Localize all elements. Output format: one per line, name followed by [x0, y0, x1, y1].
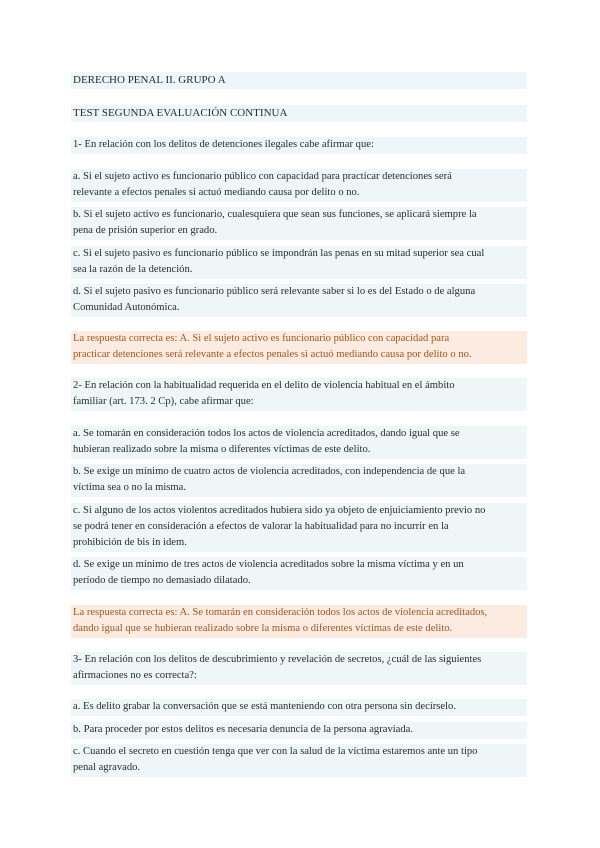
- question-1-option-b: b. Si el sujeto activo es funcionario, cualesquiera que sean sus funciones, se aplicará siempre la: [71, 207, 527, 224]
- question-1-option-c-cont: sea la razón de la detención.: [71, 262, 527, 279]
- question-3-option-c-cont: penal agravado.: [71, 760, 527, 777]
- question-2-option-c-cont: se podrá tener en consideración a efectos de valorar la habitualidad para no incurrir en la: [71, 519, 527, 536]
- question-2-answer-cont: dando igual que se hubieran realizado sobre la misma o diferentes víctimas de este delito.: [71, 621, 527, 638]
- question-3-option-b: b. Para proceder por estos delitos es necesaria denuncia de la persona agraviada.: [71, 722, 527, 739]
- question-1-option-b-cont: pena de prisión superior en grado.: [71, 223, 527, 240]
- question-2-option-d-cont: período de tiempo no demasiado dilatado.: [71, 573, 527, 590]
- question-2-option-d: d. Se exige un mínimo de tres actos de violencia acreditados sobre la misma víctima y en un: [71, 557, 527, 574]
- question-1-option-d: d. Si el sujeto pasivo es funcionario público será relevante saber si lo es del Estado o de alguna: [71, 284, 527, 301]
- question-2-prompt: 2- En relación con la habitualidad requerida en el delito de violencia habitual en el ámbito: [71, 378, 527, 395]
- question-2-answer: La respuesta correcta es: A. Se tomarán en consideración todos los actos de violencia acreditados,: [71, 605, 527, 622]
- question-2-option-b-cont: víctima sea o no la misma.: [71, 480, 527, 497]
- question-1-option-a: a. Si el sujeto activo es funcionario público con capacidad para practicar detenciones será: [71, 169, 527, 186]
- question-2-option-a-cont: hubieran realizado sobre la misma o diferentes víctimas de este delito.: [71, 442, 527, 459]
- question-1-option-d-cont: Comunidad Autonómica.: [71, 300, 527, 317]
- question-2-option-a: a. Se tomarán en consideración todos los actos de violencia acreditados, dando igual que se: [71, 426, 527, 443]
- document-subtitle: TEST SEGUNDA EVALUACIÓN CONTINUA: [71, 105, 527, 122]
- question-1-prompt: 1- En relación con los delitos de detenciones ilegales cabe afirmar que:: [71, 137, 527, 154]
- question-1-answer-cont: practicar detenciones será relevante a efectos penales si actuó mediando causa por delito o no.: [71, 347, 527, 364]
- question-2-prompt-cont: familiar (art. 173. 2 Cp), cabe afirmar que:: [71, 394, 527, 411]
- question-1-option-a-cont: relevante a efectos penales si actuó mediando causa por delito o no.: [71, 185, 527, 202]
- question-3-option-a: a. Es delito grabar la conversación que se está manteniendo con otra persona sin decírselo.: [71, 699, 527, 716]
- question-1-option-c: c. Si el sujeto pasivo es funcionario público se impondrán las penas en su mitad superior sea cual: [71, 246, 527, 263]
- question-3-prompt-cont: afirmaciones no es correcta?:: [71, 668, 527, 685]
- question-3-option-c: c. Cuando el secreto en cuestión tenga que ver con la salud de la víctima estaremos ante un tipo: [71, 744, 527, 761]
- question-3-prompt: 3- En relación con los delitos de descubrimiento y revelación de secretos, ¿cuál de las siguientes: [71, 652, 527, 669]
- question-2-option-c: c. Si alguno de los actos violentos acreditados hubiera sido ya objeto de enjuiciamiento previo no: [71, 503, 527, 520]
- document-title: DERECHO PENAL II. GRUPO A: [71, 72, 527, 89]
- question-1-answer: La respuesta correcta es: A. Si el sujeto activo es funcionario público con capacidad para: [71, 331, 527, 348]
- question-2-option-b: b. Se exige un mínimo de cuatro actos de violencia acreditados, con independencia de que la: [71, 464, 527, 481]
- question-2-option-c-cont2: prohibición de bis in idem.: [71, 535, 527, 552]
